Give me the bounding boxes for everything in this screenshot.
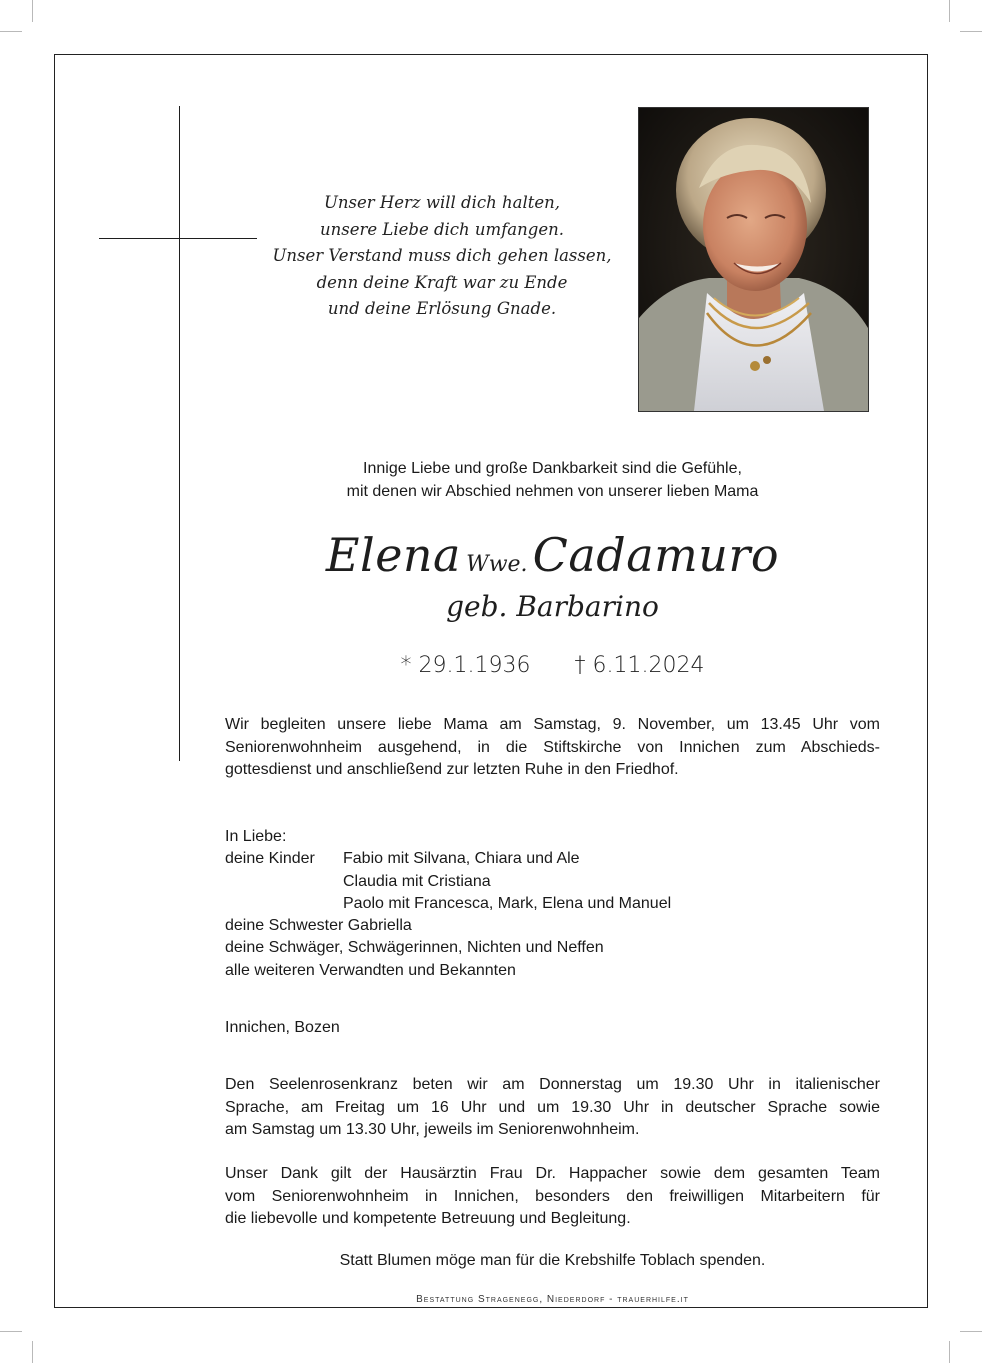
place-line: Innichen, Bozen xyxy=(225,1019,340,1036)
children-label: deine Kinder xyxy=(225,850,315,868)
mourner-row xyxy=(225,871,875,893)
mourner-row: alle weiteren Verwandten und Bekannten xyxy=(225,961,516,979)
paragraph-line: Unser Dank gilt der Hausärztin Frau Dr. Happacher sowie dem gesamten Team xyxy=(225,1165,880,1182)
poem-line: unsere Liebe dich umfangen. xyxy=(320,219,564,239)
poem-line: denn deine Kraft war zu Ende xyxy=(316,272,568,292)
closing-note: Statt Blumen möge man für die Krebshilfe Toblach spenden. xyxy=(339,1252,766,1269)
child-entry: Fabio mit Silvana, Chiara und Ale xyxy=(343,850,580,868)
funeral-paragraph xyxy=(225,714,880,782)
paragraph-line: gottesdienst und anschließend zur letzten Ruhe in den Friedhof. xyxy=(225,761,679,778)
poem-line: Unser Herz will dich halten, xyxy=(323,193,561,212)
intro-line: mit denen wir Abschied nehmen von unserer lieben Mama xyxy=(346,483,759,500)
mourner-row xyxy=(225,848,875,870)
surname: Cadamuro xyxy=(532,528,780,582)
crop-mark xyxy=(960,31,982,32)
first-name: Elena xyxy=(325,528,461,582)
intro-line: Innige Liebe und große Dankbarkeit sind die Gefühle, xyxy=(363,460,742,477)
crop-mark xyxy=(32,0,33,22)
life-dates xyxy=(230,653,875,678)
crop-mark xyxy=(960,1331,982,1332)
crop-mark xyxy=(949,0,950,22)
mourner-row: deine Schwäger, Schwägerinnen, Nichten und Neffen xyxy=(225,939,604,957)
deceased-name xyxy=(230,528,875,582)
child-entry: Claudia mit Cristiana xyxy=(343,872,491,890)
crop-mark xyxy=(0,1331,22,1332)
paragraph-line: Wir begleiten unsere liebe Mama am Samstag, 9. November, um 13.45 Uhr vom xyxy=(225,716,880,733)
paragraph-line: vom Seniorenwohnheim in Innichen, besonders den freiwilligen Mitarbeitern für xyxy=(225,1187,880,1205)
death-date: † 6.11.2024 xyxy=(574,653,705,678)
mourners-heading: In Liebe: xyxy=(225,828,287,845)
mourners-list xyxy=(225,826,875,982)
maiden-name: geb. Barbarino xyxy=(446,590,659,623)
widow-status: Wwe. xyxy=(466,552,528,577)
crop-mark xyxy=(32,1341,33,1363)
paragraph-line: Sprache, am Freitag um 16 Uhr und um 19.30 Uhr in deutscher Sprache sowie xyxy=(225,1098,880,1116)
rosary-paragraph xyxy=(225,1074,880,1142)
crop-mark xyxy=(0,31,22,32)
child-entry: Paolo mit Francesca, Mark, Elena und Manuel xyxy=(343,894,672,912)
mourner-row: deine Schwester Gabriella xyxy=(225,917,412,935)
poem-line: und deine Erlösung Gnade. xyxy=(327,299,557,318)
footer-credit: Bestattung Stragenegg, Niederdorf - trauerhilfe.it xyxy=(416,1294,689,1305)
crop-mark xyxy=(949,1341,950,1363)
paragraph-line: Seniorenwohnheim ausgehend, in die Stiftskirche von Innichen zum Abschieds- xyxy=(225,738,880,756)
mourner-row xyxy=(225,893,875,915)
paragraph-line: Den Seelenrosenkranz beten wir am Donnerstag um 19.30 Uhr in italienischer xyxy=(225,1076,880,1093)
intro-text xyxy=(230,457,875,503)
cross-icon-horizontal xyxy=(99,238,257,239)
birth-date: * 29.1.1936 xyxy=(400,653,531,678)
cross-icon-vertical xyxy=(179,106,180,761)
paragraph-line: am Samstag um 13.30 Uhr, jeweils im Seniorenwohnheim. xyxy=(225,1121,640,1138)
portrait-photo xyxy=(638,107,869,412)
paragraph-line: die liebevolle und kompetente Betreuung und Begleitung. xyxy=(225,1210,631,1227)
thanks-paragraph xyxy=(225,1163,880,1231)
poem xyxy=(262,190,622,323)
poem-line: Unser Verstand muss dich gehen lassen, xyxy=(272,246,612,265)
